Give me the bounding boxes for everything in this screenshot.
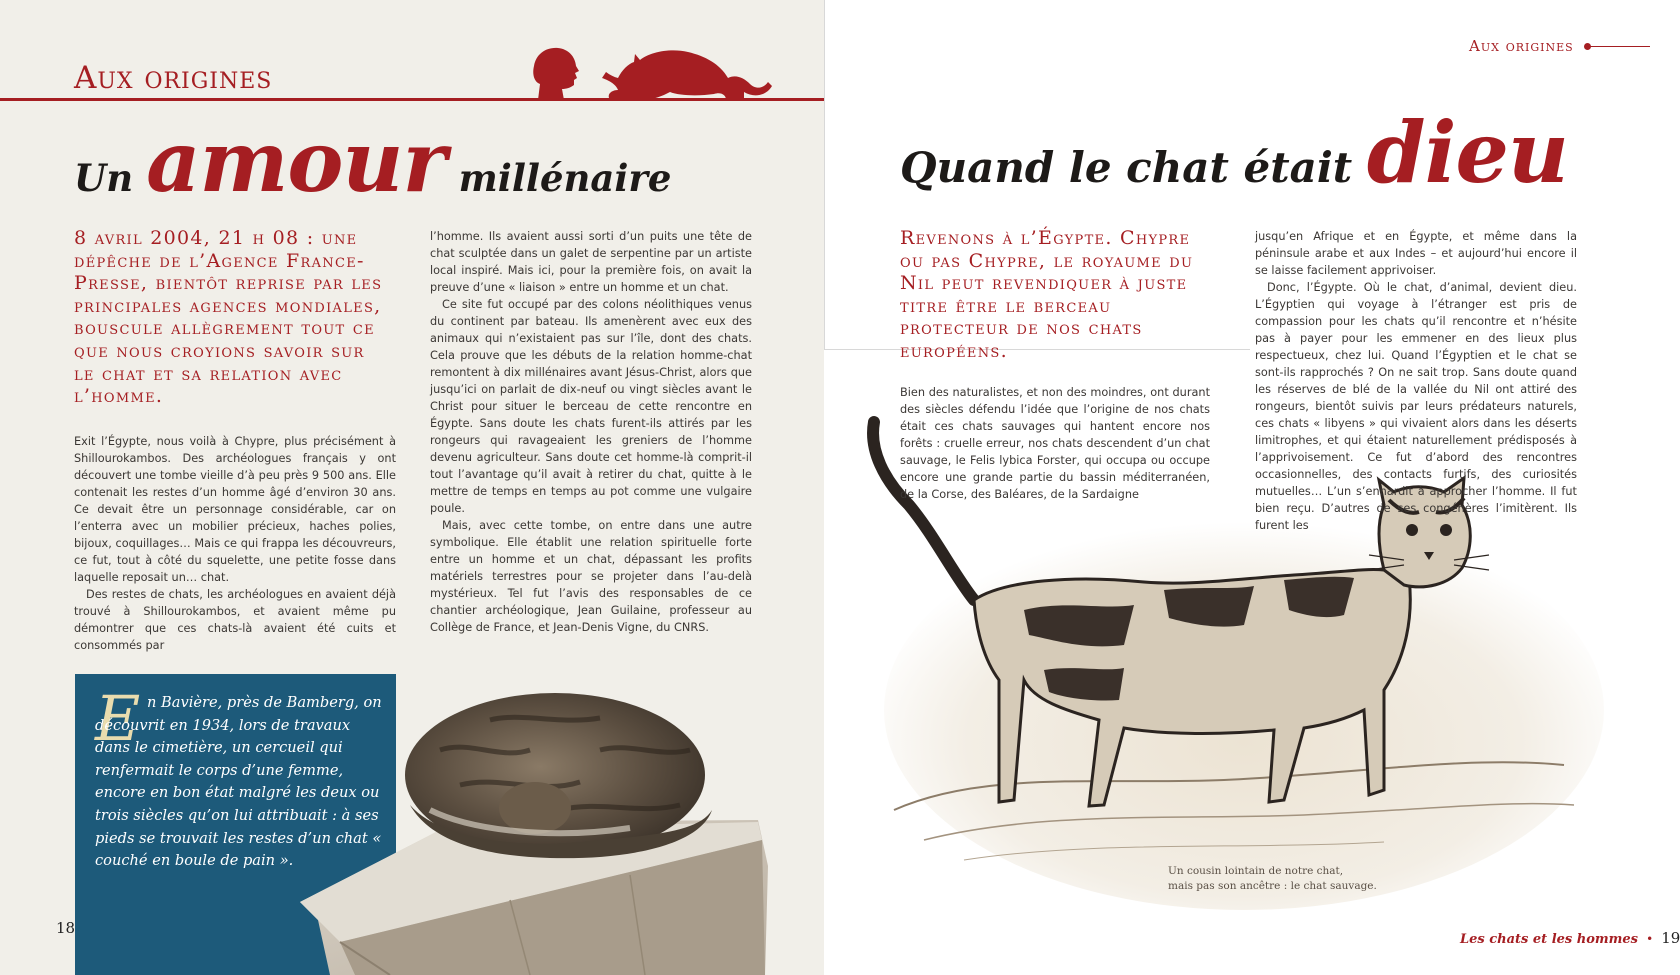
lead-paragraph: 8 avril 2004, 21 h 08 : une dépêche de l’Agence France-Presse, bientôt reprise par les principales agences mondiales, bouscule allègrement tout ce que nous croyions savoir sur le chat et sa relation avec l’homme. — [74, 227, 383, 408]
caption-line: Un cousin lointain de notre chat, — [1168, 865, 1344, 877]
paragraph: Mais, avec cette tombe, on entre dans une autre symbolique. Elle établit une relation spirituelle forte entre un homme et un chat, dépassant les profits matériels terrestres pour se projeter dans l’au-delà mystérieux. Tel fut l’avis des responsables de ce chantier archéologique, Jean Guilaine, professeur au Collège de France, et Jean-Denis Vigne, du CNRS. — [430, 519, 752, 634]
headline-highlight: dieu — [1366, 103, 1568, 202]
paragraph: Exit l’Égypte, nous voilà à Chypre, plus précisément à Shillourokambos. Des archéologues français y ont découvert une tombe vieille d’à peu près 9 500 ans. Elle contenait les restes d’un homme âgé d’environ 30 ans. Ce devait être un personnage considérable, car on l’enterra avec un mobilier précieux, haches polies, bijoux, coquillages… Mais ce qui frappa les découvreurs, ce fut, tout à côté du squelette, une petite fosse dans laquelle reposait un… chat. — [74, 435, 396, 584]
page-number: 19 — [1661, 929, 1680, 947]
footer-separator: • — [1646, 932, 1654, 946]
left-page — [0, 0, 824, 975]
lead-paragraph: Revenons à l’Égypte. Chypre ou pas Chypre, le royaume du Nil peut revendiquer à juste titre être le berceau protecteur de nos chats européens. — [900, 227, 1194, 362]
frame-line — [824, 0, 825, 350]
headline-word: millénaire — [458, 156, 672, 200]
page-headline — [900, 103, 1568, 202]
headline-highlight: amour — [146, 112, 446, 211]
header-rule — [0, 98, 824, 101]
paragraph: Des restes de chats, les archéologues en avaient déjà trouvé à Shillourokambos, et avaient même pu démontrer que ces chats-là avaient été cuits et consommés par — [74, 588, 396, 652]
paragraph: jusqu’en Afrique et en Égypte, et même dans la péninsule arabe et aux Indes – et aujourd’hui encore il se laisse facilement apprivoiser. — [1255, 230, 1577, 277]
inset-text: n Bavière, près de Bamberg, on découvrit en 1934, lors de travaux dans le cimetière, un cercueil qui renfermait le corps d’une femme, encore en bon état malgré les deux ou trois siècles qu’on lui attribuait : à ses pieds se trouvait les restes d’un chat « couché en boule de pain ». — [95, 694, 382, 870]
paragraph: l’homme. Ils avaient aussi sorti d’un puits une tête de chat sculptée dans un galet de serpentine par un artiste local inspiré. Mais ici, pour la première fois, on avait la preuve d’une « liaison » entre un homme et un chat. — [430, 230, 752, 294]
paragraph: Donc, l’Égypte. Où le chat, d’animal, devient dieu. L’Égyptien qui voyage à l’étranger est pris de compassion pour les chats qu’il rencontre et n’hésite pas à payer pour les emmener en des lieux plus respectueux, chez lui. Quand l’Égyptien et le chat se sont-ils rapprochés ? On ne sait trop. Sans doute quand les réserves de blé de la vallée du Nil ont attiré des rongeurs, bientôt suivis par leurs prédateurs naturels, ces chats « libyens » qui vivaient alors dans les déserts limitrophes, et qui étaient naturellement prédisposés à l’apprivoisement. Ce fut d’abord des rencontres occasionnelles, des contacts furtifs, des curiosités mutuelles… L’un s’enhardit à approcher l’homme. Il fut bien reçu. D’autres de ses congénères l’imitèrent. Ils furent les — [1255, 281, 1577, 532]
headline-words: Quand le chat était — [900, 143, 1353, 192]
headline-word: Un — [74, 156, 134, 200]
paragraph: Ce site fut occupé par des colons néolithiques venus du continent par bateau. Ils amenèrent avec eux des animaux qui n’existaient pas sur l’île, dont des chats. Cela prouve que les débuts de la relation homme-chat remontent à dix millénaires avant Jésus-Christ, alors que jusqu’ici on parlait de dix-neuf ou vingt siècles avant le Christ pour situer le berceau de cette rencontre en Égypte. Sans doute les chats furent-ils attirés par les rongeurs qui ravageaient les greniers de l’homme devenu agriculteur. Sans doute cet homme-là comprit-il tout l’avantage qu’il avait à retirer du chat, quitte à le mettre de temps en temps au pot comme une vulgaire poule. — [430, 298, 752, 515]
right-page — [824, 0, 1680, 975]
body-column-2 — [430, 228, 752, 636]
body-column-1 — [900, 384, 1210, 503]
sleeping-cat-photo — [300, 690, 810, 975]
body-column-2 — [1255, 228, 1577, 534]
page-footer — [1460, 928, 1680, 947]
running-head-rule — [1589, 46, 1650, 47]
man-and-cat-silhouette — [530, 44, 790, 102]
section-label: Aux origines — [74, 60, 273, 96]
running-head: Aux origines — [1469, 37, 1574, 55]
footer-book-title: Les chats et les hommes — [1460, 932, 1638, 947]
paragraph: Bien des naturalistes, et non des moindres, ont durant des siècles défendu l’idée que l’origine de nos chats était ces chats sauvages qui hantent encore nos forêts : cruelle erreur, nos chats descendent d’un chat sauvage, le Felis lybica Forster, qui occupa ou occupe encore une grande partie du bassin méditerranéen, de la Corse, des Baléares, de la Sardaigne — [900, 386, 1210, 501]
dropcap: E — [95, 682, 141, 755]
page-number: 18 — [56, 919, 76, 937]
caption-line: mais pas son ancêtre : le chat sauvage. — [1168, 880, 1377, 892]
page-headline — [74, 112, 671, 211]
image-caption — [1168, 864, 1377, 894]
body-column-1 — [74, 433, 396, 654]
